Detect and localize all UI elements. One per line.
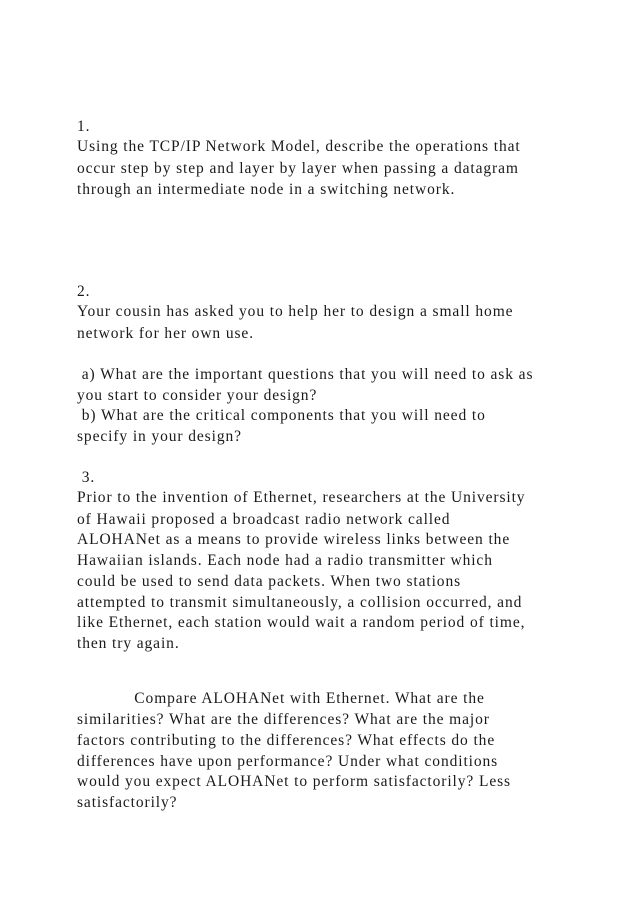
question-2-number: 2. (77, 283, 91, 300)
question-3-compare-line: satisfactorily? (77, 794, 178, 811)
question-1-line: occur step by step and layer by layer when passing a datagram (77, 160, 519, 177)
question-2b-line: b) What are the critical components that you will need to (77, 407, 486, 424)
question-3-line: of Hawaii proposed a broadcast radio network called (77, 511, 451, 528)
question-3-line: Prior to the invention of Ethernet, researchers at the University (77, 489, 526, 506)
question-1-number: 1. (77, 118, 91, 135)
question-3-line: like Ethernet, each station would wait a random period of time, (77, 614, 526, 631)
question-2-line: Your cousin has asked you to help her to design a small home (77, 303, 514, 320)
question-3-number: 3. (77, 469, 96, 486)
question-3-line: Hawaiian islands. Each node had a radio transmitter which (77, 552, 493, 569)
question-3-line: then try again. (77, 635, 180, 652)
question-3-line: could be used to send data packets. When two stations (77, 573, 462, 590)
question-3-compare-line: Compare ALOHANet with Ethernet. What are the (77, 690, 485, 707)
question-2-line: network for her own use. (77, 325, 254, 342)
question-3-line: ALOHANet as a means to provide wireless links between the (77, 531, 511, 548)
question-2b-line: specify in your design? (77, 428, 242, 445)
question-3-compare-line: would you expect ALOHANet to perform satisfactorily? Less (77, 773, 511, 790)
question-2a-line: a) What are the important questions that you will need to ask as (77, 366, 534, 383)
question-1-line: Using the TCP/IP Network Model, describe the operations that (77, 138, 521, 155)
question-3-line: attempted to transmit simultaneously, a collision occurred, and (77, 594, 523, 611)
question-3-compare-line: differences have upon performance? Under what conditions (77, 753, 499, 770)
question-3-compare-line: similarities? What are the differences? What are the major (77, 711, 490, 728)
question-3-compare-line: factors contributing to the differences? What effects do the (77, 732, 496, 749)
question-1-line: through an intermediate node in a switching network. (77, 181, 456, 198)
question-2a-line: you start to consider your design? (77, 387, 318, 404)
